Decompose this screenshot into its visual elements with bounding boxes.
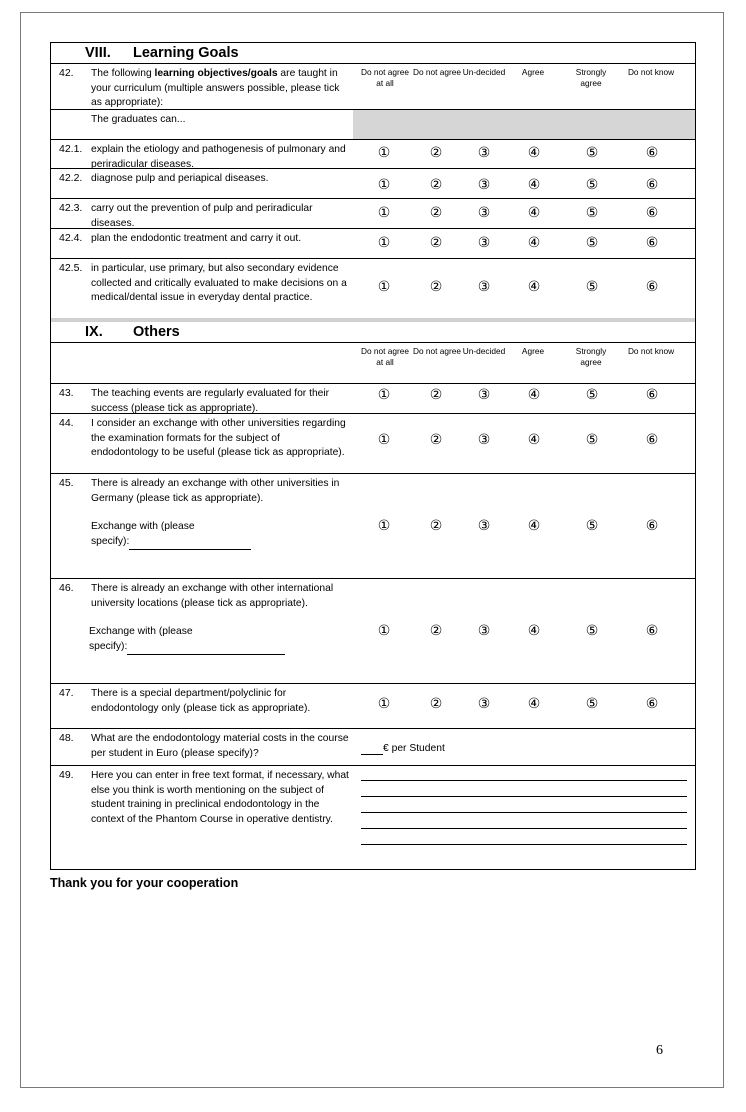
question-44: 44. I consider an exchange with other universities regarding the examination formats for the subject of endodontology to be useful (please tick as appropriate). ① ② ③ ④ ⑤ ⑥ — [51, 413, 695, 473]
option-4[interactable]: ④ — [527, 235, 541, 251]
option-6[interactable]: ⑥ — [645, 518, 659, 534]
option-3[interactable]: ③ — [477, 177, 491, 193]
section-title: Others — [133, 324, 180, 340]
option-2[interactable]: ② — [429, 696, 443, 712]
question-number: 42. — [59, 67, 74, 79]
option-3[interactable]: ③ — [477, 145, 491, 161]
option-2[interactable]: ② — [429, 432, 443, 448]
option-6[interactable]: ⑥ — [645, 696, 659, 712]
section-header-others — [51, 322, 695, 342]
specify-input[interactable] — [127, 640, 285, 656]
option-5[interactable]: ⑤ — [585, 177, 599, 193]
scale-header-5: Strongly agree — [575, 67, 607, 88]
option-5[interactable]: ⑤ — [585, 205, 599, 221]
option-3[interactable]: ③ — [477, 235, 491, 251]
option-4[interactable]: ④ — [527, 696, 541, 712]
option-4[interactable]: ④ — [527, 518, 541, 534]
option-1[interactable]: ① — [377, 205, 391, 221]
option-3[interactable]: ③ — [477, 205, 491, 221]
option-3[interactable]: ③ — [477, 623, 491, 639]
question-42-subheader — [51, 109, 695, 139]
option-6[interactable]: ⑥ — [645, 145, 659, 161]
option-6[interactable]: ⑥ — [645, 432, 659, 448]
option-6[interactable]: ⑥ — [645, 623, 659, 639]
option-5[interactable]: ⑤ — [585, 145, 599, 161]
option-2[interactable]: ② — [429, 279, 443, 295]
section-header-learning-goals — [51, 43, 695, 63]
scale-header-2: Do not agree — [413, 67, 461, 77]
option-5[interactable]: ⑤ — [585, 387, 599, 403]
free-text-line[interactable] — [361, 780, 687, 781]
cost-answer: € per Student — [361, 743, 445, 755]
option-3[interactable]: ③ — [477, 696, 491, 712]
option-1[interactable]: ① — [377, 387, 391, 403]
option-3[interactable]: ③ — [477, 279, 491, 295]
option-2[interactable]: ② — [429, 205, 443, 221]
option-4[interactable]: ④ — [527, 177, 541, 193]
option-1[interactable]: ① — [377, 696, 391, 712]
option-5[interactable]: ⑤ — [585, 235, 599, 251]
question-42-3: 42.3. carry out the prevention of pulp and periradicular diseases. ① ② ③ ④ ⑤ ⑥ — [51, 198, 695, 228]
question-46: 46. There is already an exchange with other international university locations (please tick as appropriate). Exchange with (please specify): ① ② ③ ④ ⑤ ⑥ — [51, 578, 695, 683]
option-2[interactable]: ② — [429, 177, 443, 193]
option-1[interactable]: ① — [377, 235, 391, 251]
option-2[interactable]: ② — [429, 387, 443, 403]
option-2[interactable]: ② — [429, 518, 443, 534]
scale-header-1: Do not agree at all — [361, 67, 409, 88]
free-text-line[interactable] — [361, 828, 687, 829]
option-5[interactable]: ⑤ — [585, 279, 599, 295]
others-scale-header: Do not agree at all Do not agree Un-decided Agree Strongly agree Do not know — [51, 342, 695, 383]
question-48: 48. What are the endodontology material costs in the course per student in Euro (please specify)? € per Student — [51, 728, 695, 765]
option-1[interactable]: ① — [377, 623, 391, 639]
option-3[interactable]: ③ — [477, 387, 491, 403]
question-47: 47. There is a special department/polyclinic for endodontology only (please tick as appropriate). ① ② ③ ④ ⑤ ⑥ — [51, 683, 695, 728]
question-42-1: 42.1. explain the etiology and pathogenesis of pulmonary and periradicular diseases. ① ② ③ ④ ⑤ ⑥ — [51, 139, 695, 168]
option-3[interactable]: ③ — [477, 432, 491, 448]
option-5[interactable]: ⑤ — [585, 696, 599, 712]
cost-input[interactable] — [361, 743, 383, 755]
scale-header-4: Agree — [521, 67, 545, 77]
thank-you-note: Thank you for your cooperation — [50, 876, 239, 890]
subheader-text: The graduates can... — [91, 114, 186, 125]
question-42-4: 42.4. plan the endodontic treatment and carry it out. ① ② ③ ④ ⑤ ⑥ — [51, 228, 695, 258]
option-1[interactable]: ① — [377, 177, 391, 193]
free-text-line[interactable] — [361, 796, 687, 797]
option-2[interactable]: ② — [429, 235, 443, 251]
page-number: 6 — [656, 1043, 663, 1058]
scale-header-6: Do not know — [627, 67, 675, 77]
section-number: IX. — [85, 324, 103, 340]
option-4[interactable]: ④ — [527, 279, 541, 295]
option-4[interactable]: ④ — [527, 205, 541, 221]
option-1[interactable]: ① — [377, 432, 391, 448]
option-6[interactable]: ⑥ — [645, 205, 659, 221]
scale-header-3: Un-decided — [462, 67, 506, 77]
option-6[interactable]: ⑥ — [645, 279, 659, 295]
option-2[interactable]: ② — [429, 145, 443, 161]
option-6[interactable]: ⑥ — [645, 235, 659, 251]
option-5[interactable]: ⑤ — [585, 432, 599, 448]
question-49: 49. Here you can enter in free text format, if necessary, what else you think is worth mentioning on the subject of student training in preclinical endodontology in the context of the Phantom Course in operative dentistry. — [51, 765, 695, 869]
section-title: Learning Goals — [133, 45, 239, 61]
question-42-2: 42.2. diagnose pulp and periapical diseases. ① ② ③ ④ ⑤ ⑥ — [51, 168, 695, 198]
option-6[interactable]: ⑥ — [645, 177, 659, 193]
option-2[interactable]: ② — [429, 623, 443, 639]
grey-shaded-cell — [353, 110, 695, 139]
question-42-5: 42.5. in particular, use primary, but also secondary evidence collected and critically evaluated to make decisions on a medical/dental issue in everyday dental practice. ① ② ③ ④ ⑤ ⑥ — [51, 258, 695, 318]
question-43: 43. The teaching events are regularly evaluated for their success (please tick as appropriate). ① ② ③ ④ ⑤ ⑥ — [51, 383, 695, 413]
option-1[interactable]: ① — [377, 145, 391, 161]
option-4[interactable]: ④ — [527, 623, 541, 639]
question-45: 45. There is already an exchange with other universities in Germany (please tick as appropriate). Exchange with (please specify): ① ② ③ ④ ⑤ ⑥ — [51, 473, 695, 578]
question-text: The following learning objectives/goals are taught in your curriculum (multiple answers possible, please tick as appropriate): — [91, 68, 340, 109]
option-1[interactable]: ① — [377, 518, 391, 534]
free-text-line[interactable] — [361, 844, 687, 845]
option-4[interactable]: ④ — [527, 145, 541, 161]
option-4[interactable]: ④ — [527, 432, 541, 448]
question-42-header — [51, 63, 695, 109]
option-3[interactable]: ③ — [477, 518, 491, 534]
free-text-line[interactable] — [361, 812, 687, 813]
option-5[interactable]: ⑤ — [585, 623, 599, 639]
option-6[interactable]: ⑥ — [645, 387, 659, 403]
questionnaire-table — [50, 42, 696, 870]
option-5[interactable]: ⑤ — [585, 518, 599, 534]
specify-input[interactable] — [129, 535, 251, 551]
section-number: VIII. — [85, 45, 111, 61]
option-4[interactable]: ④ — [527, 387, 541, 403]
option-1[interactable]: ① — [377, 279, 391, 295]
